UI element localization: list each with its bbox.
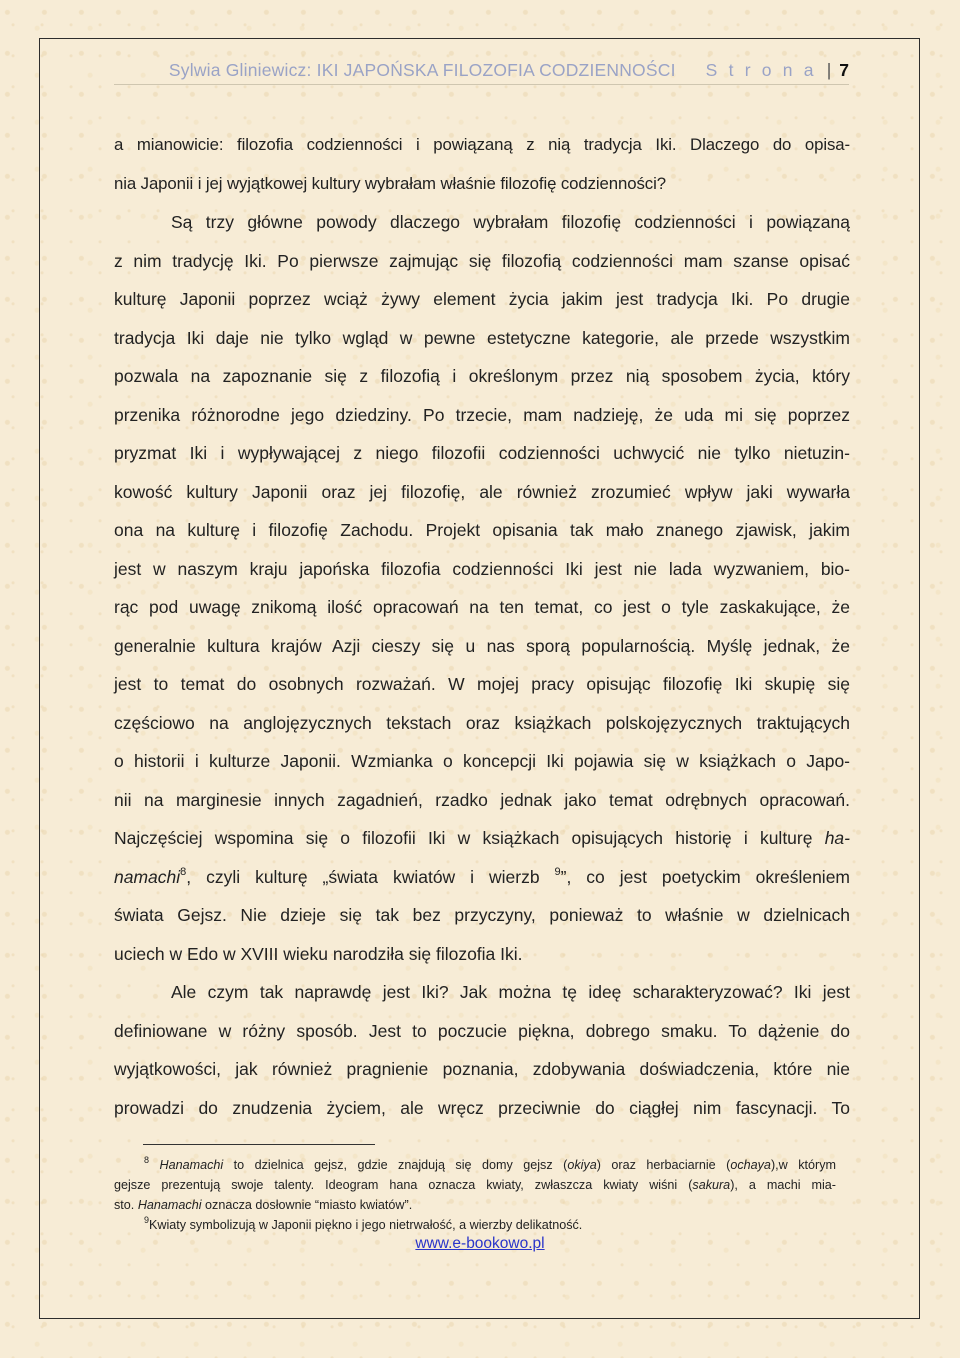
footnote-ref-8[interactable]: 8: [180, 865, 187, 878]
text-segment: ”, co jest poetyckim określeniem: [560, 866, 850, 887]
footnote-ref-9[interactable]: 9: [554, 865, 561, 878]
header-page-label: S t r o n a: [705, 59, 817, 80]
text-line: pozwala na zapoznanie się z filozofią i określonym przez nią sposobem życia, który: [114, 366, 850, 386]
footnote-text: ), a machi mia-: [730, 1178, 836, 1192]
text-line: [114, 819, 850, 858]
footnote-term: Hanamachi: [159, 1158, 224, 1172]
footnote-term: okiya: [567, 1158, 597, 1172]
footnote-text: sto.: [114, 1198, 138, 1212]
footnote-mark-9: 9: [144, 1215, 150, 1225]
footnote-text: to dzielnica gejsz, gdzie znajdują się domy gejsz (: [223, 1158, 568, 1172]
text-line: generalnie kultura krajów Azji cieszy się u nas sporą popularnością. Myślę jednak, że: [114, 635, 850, 656]
footnote-text: Kwiaty symbolizują w Japonii piękno i jego nietrwałość, a wierzby delikatność.: [149, 1218, 583, 1232]
text-line: pryzmat Iki i wypływającej z niego filozofii codzienności uchwycić nie tylko nietuzin-: [114, 443, 850, 463]
footnote-8-line: [114, 1175, 836, 1195]
footnote-text: gejsze prezentują swoje talenty. Ideogram hana oznacza kwiaty, zwłaszcza kwiaty wiśni (: [114, 1178, 693, 1192]
text-line: ona na kulturę i filozofię Zachodu. Projekt opisania tak mało znanego zjawisk, jakim: [114, 520, 850, 540]
italic-term: ha-: [824, 828, 850, 848]
text-line: świata Gejsz. Nie dzieje się tak bez przyczyny, ponieważ to właśnie w dzielnicach: [114, 905, 850, 925]
text-segment: Najczęściej wspomina się o filozofii Iki w książkach opisujących historię i kulturę: [114, 828, 813, 848]
footnote-8-line: [114, 1195, 836, 1215]
header-separator: |: [826, 59, 832, 80]
header-page-number: 7: [839, 59, 849, 80]
text-line: wyjątkowości, jak również pragnienie poznania, zdobywania doświadczenia, które nie: [114, 1059, 850, 1079]
text-segment: , czyli kulturę „świata kwiatów i wierzb: [186, 866, 540, 887]
text-line: definiowane w różny sposób. Jest to poczucie piękna, dobrego smaku. To dążenie do: [114, 1020, 850, 1041]
text-segment: z nim tradycję Iki.: [114, 250, 267, 271]
footnote-text: ),w którym: [770, 1158, 836, 1172]
text-line: a mianowicie: filozofia codzienności i powiązaną z nią tradycja Iki. Dlaczego do opisa-: [114, 135, 850, 154]
text-line: Są trzy główne powody dlaczego wybrałam filozofię codzienności i powiązaną: [171, 212, 850, 232]
footnote-term: ochaya: [730, 1158, 771, 1172]
footnote-8-line: [114, 1155, 836, 1175]
text-line: uciech w Edo w XVIII wieku narodziła się filozofia Iki.: [114, 943, 523, 964]
footnotes: [114, 1155, 836, 1235]
text-line: jest to temat do osobnych rozważań. W mojej pracy opisując filozofię Iki skupię się: [114, 674, 850, 694]
text-line: rąc pod uwagę znikomą ilość opracowań na ten temat, co jest o tyle zaskakujące, że: [114, 597, 850, 617]
footnote-text: oznacza dosłownie “miasto kwiatów”.: [201, 1198, 413, 1212]
text-line: Ale czym tak naprawdę jest Iki? Jak można tę ideę scharakteryzować? Iki jest: [171, 982, 850, 1002]
website-link[interactable]: www.e-bookowo.pl: [415, 1235, 545, 1252]
footnote-separator: [143, 1144, 375, 1145]
text-line: tradycja Iki daje nie tylko wgląd w pewne estetyczne kategorie, ale przede wszystkim: [114, 327, 850, 348]
text-line: nia Japonii i jej wyjątkowej kultury wybrałam właśnie filozofię codzienności?: [114, 173, 666, 193]
text-line: jest w naszym kraju japońska filozofia codzienności Iki jest nie lada wyzwaniem, bio-: [114, 558, 850, 579]
footnote-9-line: [114, 1215, 836, 1235]
text-line: nii na marginesie innych zagadnień, rzadko jednak jako temat odrębnych opracowań.: [114, 789, 850, 810]
text-line: o historii i kulturze Japonii. Wzmianka o koncepcji Iki pojawia się w książkach o Japo-: [114, 751, 850, 771]
text-line: przenika różnorodne jego dziedziny. Po trzecie, mam nadzieję, że uda mi się poprzez: [114, 404, 850, 425]
page-header: [114, 56, 849, 85]
text-line: [114, 242, 850, 281]
text-line: kowość kultury Japonii oraz jej filozofię, ale również zrozumieć wpływ jaki wywarła: [114, 481, 850, 502]
text-line: częściowo na anglojęzycznych tekstach oraz książkach polskojęzycznych traktujących: [114, 712, 850, 733]
footnote-mark-8: 8: [144, 1155, 150, 1165]
text-line: prowadzi do znudzenia życiem, ale wręcz przeciwnie do ciągłej nim fascynacji. To: [114, 1097, 850, 1118]
header-title: Sylwia Gliniewicz: IKI JAPOŃSKA FILOZOFIA CODZIENNOŚCI: [168, 59, 676, 80]
text-line: [114, 858, 850, 897]
footnote-term: Hanamachi: [137, 1198, 202, 1212]
footnote-term: sakura: [692, 1178, 731, 1192]
text-segment: Po pierwsze zajmując się filozofią codzienności mam szanse opisać: [277, 250, 850, 271]
text-line: kulturę Japonii poprzez wciąż żywy element życia jakim jest tradycja Iki. Po drugie: [114, 289, 850, 309]
main-text: [114, 126, 850, 1127]
italic-term: namachi: [114, 866, 181, 887]
website-footer: [0, 1235, 960, 1253]
footnote-text: ) oraz herbaciarnie (: [596, 1158, 731, 1172]
